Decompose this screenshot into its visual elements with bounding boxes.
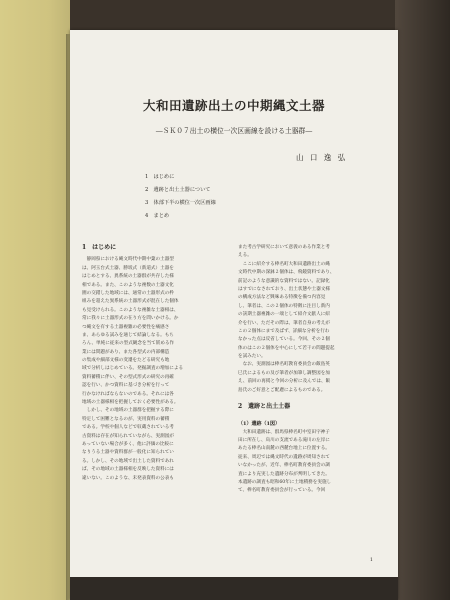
text-line: 大和田遺跡は、群馬県棒名町中室田字神子	[238, 429, 330, 435]
page-number: 1	[370, 558, 373, 563]
text-line	[238, 412, 388, 420]
text-line: 巳氏によるもの及び筆者が加筆し調整図を加	[238, 370, 330, 376]
text-line: 本遺跡の調査も昭和60年に土地積務を実施し	[238, 479, 332, 485]
text-line: 地域の土器様相を把握しておく必要性がある。	[82, 400, 179, 406]
text-line: える。	[238, 253, 252, 259]
paper-subtitle: ―ＳＫ０７出土の横位一次区画線を設ける土器群―	[155, 127, 313, 135]
text-line: あっていない場合が多く、他に評価の比較に	[82, 441, 174, 447]
text-line: を試みたい。	[238, 354, 266, 360]
text-line: 古資料は存在が知られていながら、実測図が	[82, 433, 174, 439]
text-line: 島氏のご好意とご配慮によるものである。	[238, 387, 326, 393]
text-line: ま、あらゆる試みを通じて結論しなる。もち	[82, 332, 174, 338]
text-line: 査により充実した遺跡分布が判明してきた。	[238, 471, 330, 477]
text-line: の該期土器複雑の一端として紹介文献人に紹	[238, 312, 330, 318]
text-line: 相である。また、このような複数の土器文化	[82, 282, 174, 288]
toc-item: 2 遺跡と出土土器について	[145, 187, 211, 193]
text-line: はじめとする、異系統の土器群が共存した様	[82, 274, 174, 280]
text-line: ここに紹介する棒名町大和田遺跡出土の縄	[238, 261, 330, 267]
text-line: は、阿玉台式土器、勝坂式（新道式）土器を	[82, 265, 174, 271]
text-line: 田に所在し、烏川の支流である滝川の左岸に	[238, 437, 330, 443]
text-line: 静岡県における縄文時代中期中葉の土器型	[82, 257, 174, 263]
text-line: 業には問題があり、また各型式の内部構造	[82, 349, 170, 355]
text-line: も見受けられる。このような複雑な土器相は、	[82, 307, 179, 313]
text-line: る。しかし、その地域で出土した資料であれ	[82, 458, 174, 464]
author-name: 山 口 逸 弘	[296, 153, 348, 162]
text-line: 違いない。このような、未発表資料の公表も	[82, 475, 174, 481]
subsection-heading: （1）遺跡（1図）	[238, 421, 280, 428]
toc-item: 3 体部下半の横位一次区画線	[145, 200, 216, 206]
text-line: ろん、単純に従来の型式観念を当て嵌める作	[82, 341, 175, 347]
text-line: しかし、その地域の土器群を把握する際に	[82, 408, 174, 414]
text-line: また考古学研究において意義のある作業と考	[238, 245, 330, 250]
text-line: 常に我々に土器形式の在り方を問いかける。か	[82, 316, 179, 322]
text-line: え、前回の再掲と今回の分析に及んでは、飯	[238, 379, 331, 385]
text-line: し、筆者は、この２個体の特徴に注目し新内	[238, 303, 330, 309]
text-line: 文時代中期の深鉢２個体は、飛鏡資料であり、	[238, 270, 335, 276]
text-line: つ縄文を有する土器複雑の必要性を痛感さ	[82, 324, 170, 330]
text-line: 資料蓄積に伴い、その型式形式の研究の再確	[82, 374, 174, 380]
toc-item: 4 まとめ	[145, 213, 170, 219]
right-text-column	[238, 244, 388, 496]
text-line: 体のはこの２個体を中心にして若干の問題提起	[238, 345, 335, 351]
text-line: あたる棒名山南麓の西麓台地上に位置する。	[238, 446, 330, 452]
text-line: はすでになされており、出土状態や土器文様	[238, 286, 331, 292]
text-line: である。学校や個人などで収蔵されている考	[82, 425, 174, 431]
text-line: 従来、周辺では縄文時代の遺跡が周知されて	[238, 454, 330, 460]
section-heading: 1 はじめに	[82, 244, 117, 251]
section-heading: 2 遺跡と出土土器	[238, 403, 291, 411]
text-line: 圏の交錯した地域には、通常の土器形式の枠	[82, 290, 174, 296]
book-cover-edge	[0, 0, 70, 600]
text-line: ば、その地域の土器様相を反映した資料には	[82, 467, 174, 473]
text-line: て、棒名町教育委員会が行っている。今回	[238, 488, 326, 494]
desk-background	[395, 0, 450, 600]
text-line: 行かなければならないのである。それには各	[82, 391, 174, 397]
text-line: の集成や細部文様の変遷をたどる研究も地	[82, 358, 170, 364]
text-line: 特定して困難となるのが、実用資料の蓄積	[82, 416, 170, 422]
text-line: いなかったが、近年、棒名町教育委員会の調	[238, 463, 330, 469]
text-line: なかった点は反省している。今回、その２個	[238, 337, 330, 343]
text-line: この２個体にまで及ばず、詳細な分析を行わ	[238, 328, 330, 334]
text-line: なりうる土器や資料群が一般化に知られてい	[82, 450, 174, 456]
text-line: 前記のような意識的な資料ではない。記録化	[238, 278, 330, 284]
document-page	[70, 30, 398, 600]
text-line: の構成方法など興味ある特徴を備つ内容見	[238, 295, 326, 301]
text-line: なお、実測図は棒名町教育委員会の飯島英	[238, 362, 330, 368]
table-surface	[70, 577, 398, 600]
toc-item: 1 はじめに	[145, 174, 175, 180]
text-line: 域で分析しはじめている。発掘調査の増加による	[82, 366, 184, 372]
text-line: 組みを超えた異系統の土器形式が混在した個体	[82, 299, 179, 305]
text-line: 認を行い、かつ資料に基づき分析を行って	[82, 383, 170, 389]
left-text-column	[82, 244, 232, 483]
paper-title: 大和田遺跡出土の中期縄文土器	[142, 98, 325, 113]
text-line: 介を行い、ただその際は、筆者自身の考えが	[238, 320, 330, 326]
